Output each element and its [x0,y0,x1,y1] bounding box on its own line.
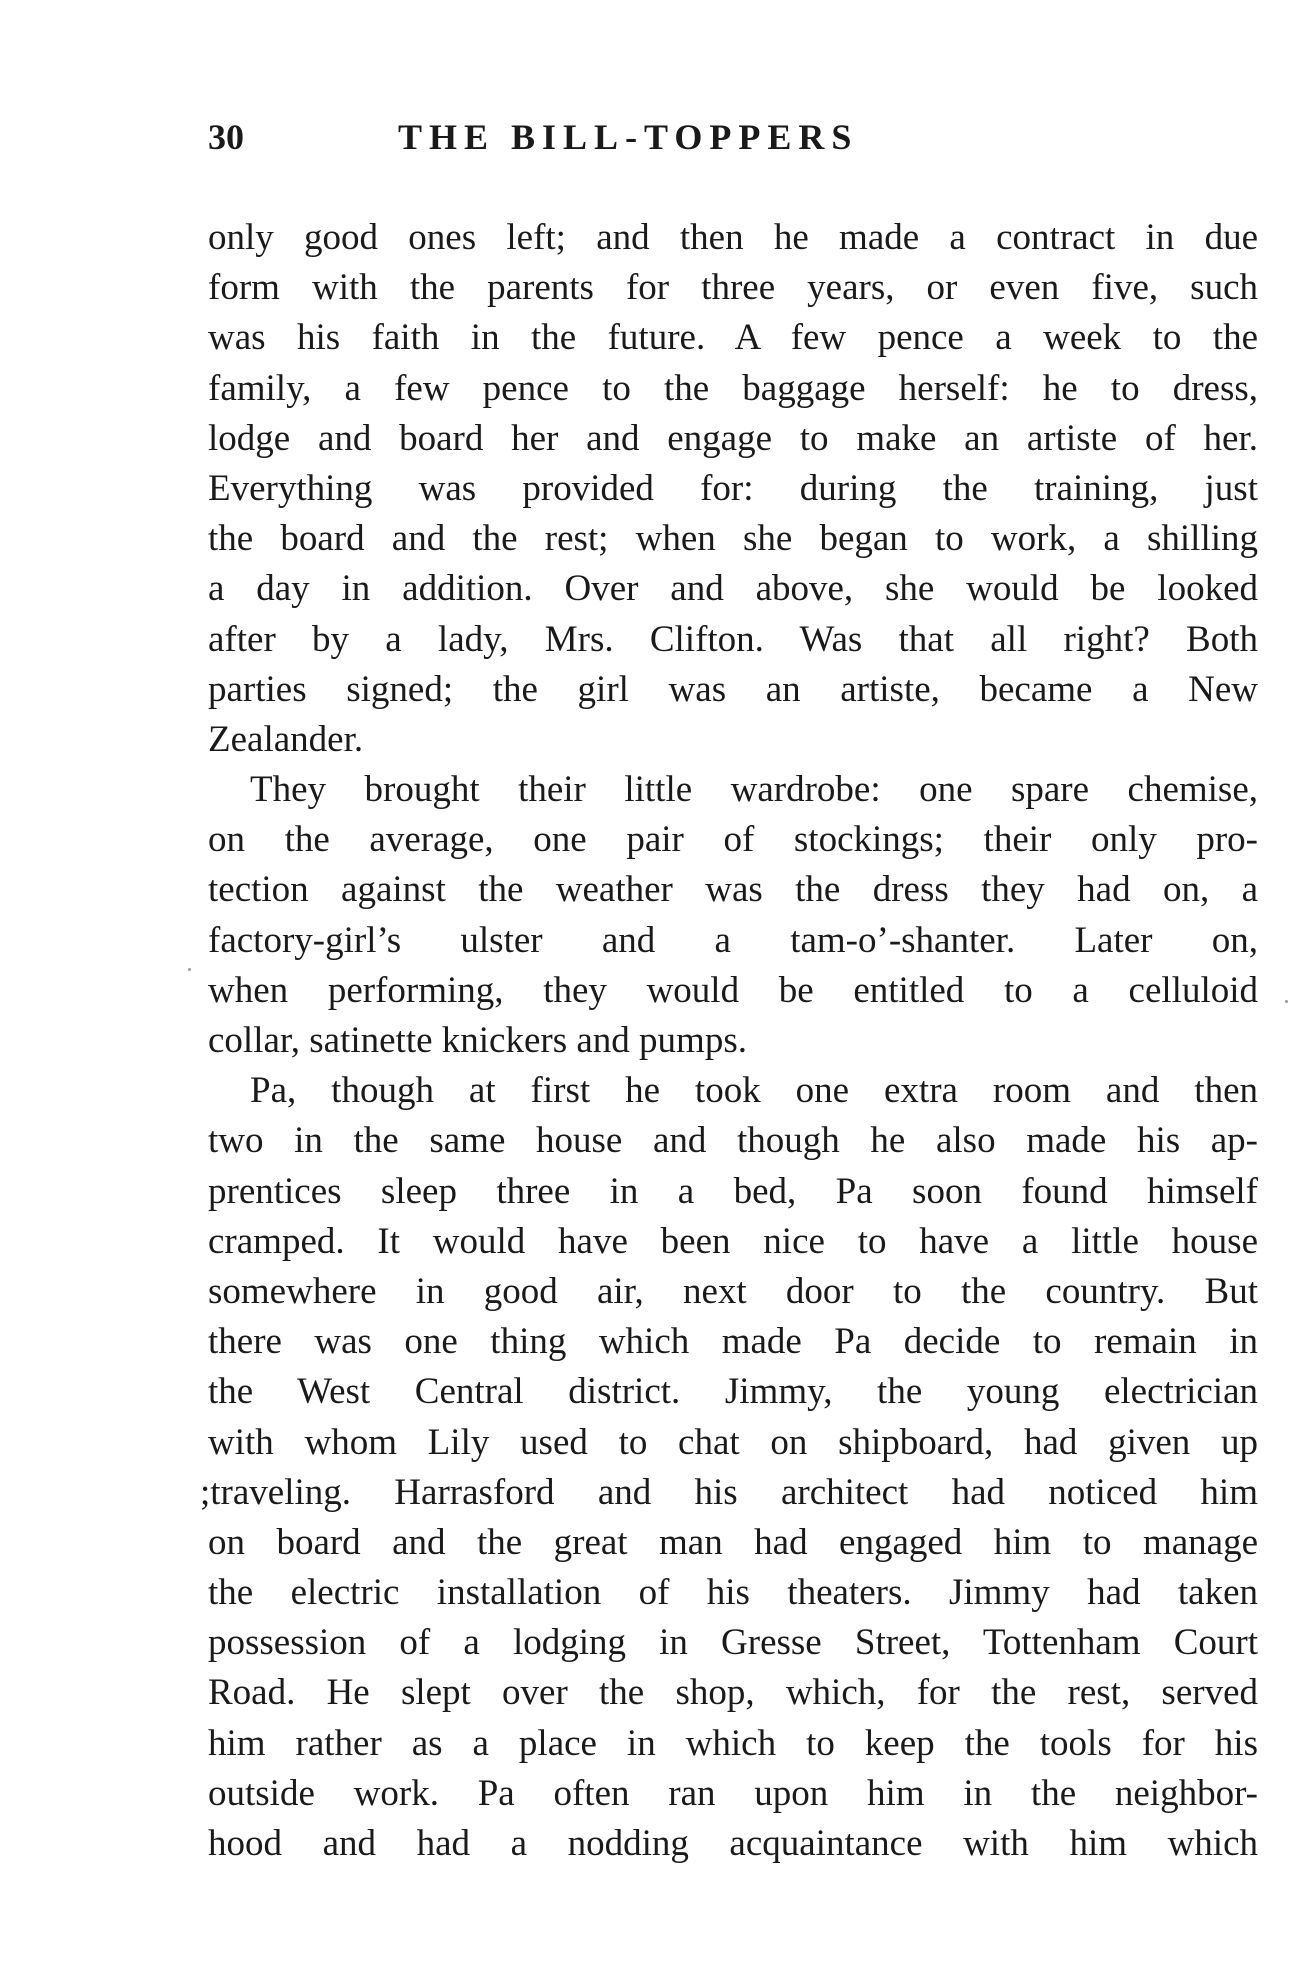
text-line: outside work. Pa often ran upon him in the neighbor- [208,1772,1258,1814]
text-line: after by a lady, Mrs. Clifton. Was that all right? Both [208,618,1258,660]
text-line: two in the same house and though he also made his ap- [208,1120,1258,1162]
text-line: when performing, they would be entitled to a celluloid [208,969,1258,1011]
text-line: prentices sleep three in a bed, Pa soon found himself [208,1170,1258,1212]
text-line: possession of a lodging in Gresse Street, Tottenham Court [208,1622,1258,1664]
text-line: on the average, one pair of stockings; their only pro- [208,819,1258,861]
paper-speck [188,968,191,971]
text-line: Everything was provided for: during the training, just [208,467,1258,509]
text-line: a day in addition. Over and above, she would be looked [208,568,1258,610]
text-line: lodge and board her and engage to make an artiste of her. [208,417,1258,459]
paper-speck [1285,1000,1288,1003]
text-line: tection against the weather was the dress they had on, a [208,869,1258,911]
text-line: form with the parents for three years, or even five, such [208,267,1258,309]
text-line: Pa, though at first he took one extra room and then [250,1070,1258,1112]
text-line: ;traveling. Harrasford and his architect had noticed him [200,1471,1258,1513]
text-line: was his faith in the future. A few pence a week to the [208,317,1258,359]
running-head [208,112,1258,162]
body-text [200,213,1258,1869]
text-line: him rather as a place in which to keep the tools for his [208,1722,1258,1764]
text-line: with whom Lily used to chat on shipboard, had given up [208,1421,1258,1463]
text-line: family, a few pence to the baggage herself: he to dress, [208,367,1258,409]
text-line: factory-girl’s ulster and a tam-o’-shanter. Later on, [208,919,1258,961]
text-line: parties signed; the girl was an artiste, became a New [208,668,1258,710]
text-line: the electric installation of his theaters. Jimmy had taken [208,1572,1258,1614]
text-line: only good ones left; and then he made a contract in due [208,217,1258,258]
text-line: the board and the rest; when she began to work, a shilling [208,518,1258,560]
text-line: collar, satinette knickers and pumps. [208,1020,747,1061]
text-line: They brought their little wardrobe: one spare chemise, [250,769,1258,811]
text-line: Zealander. [208,718,364,760]
text-line: cramped. It would have been nice to have a little house [208,1220,1258,1262]
text-line: there was one thing which made Pa decide to remain in [208,1321,1258,1363]
text-line: hood and had a nodding acquaintance with him which [208,1823,1258,1864]
text-line: somewhere in good air, next door to the country. But [208,1270,1258,1312]
text-line: the West Central district. Jimmy, the young electrician [208,1371,1258,1413]
page-number: 30 [208,117,244,157]
text-line: on board and the great man had engaged him to manage [208,1521,1258,1563]
running-title: THE BILL-TOPPERS [398,117,859,157]
text-line: Road. He slept over the shop, which, for the rest, served [208,1672,1258,1714]
